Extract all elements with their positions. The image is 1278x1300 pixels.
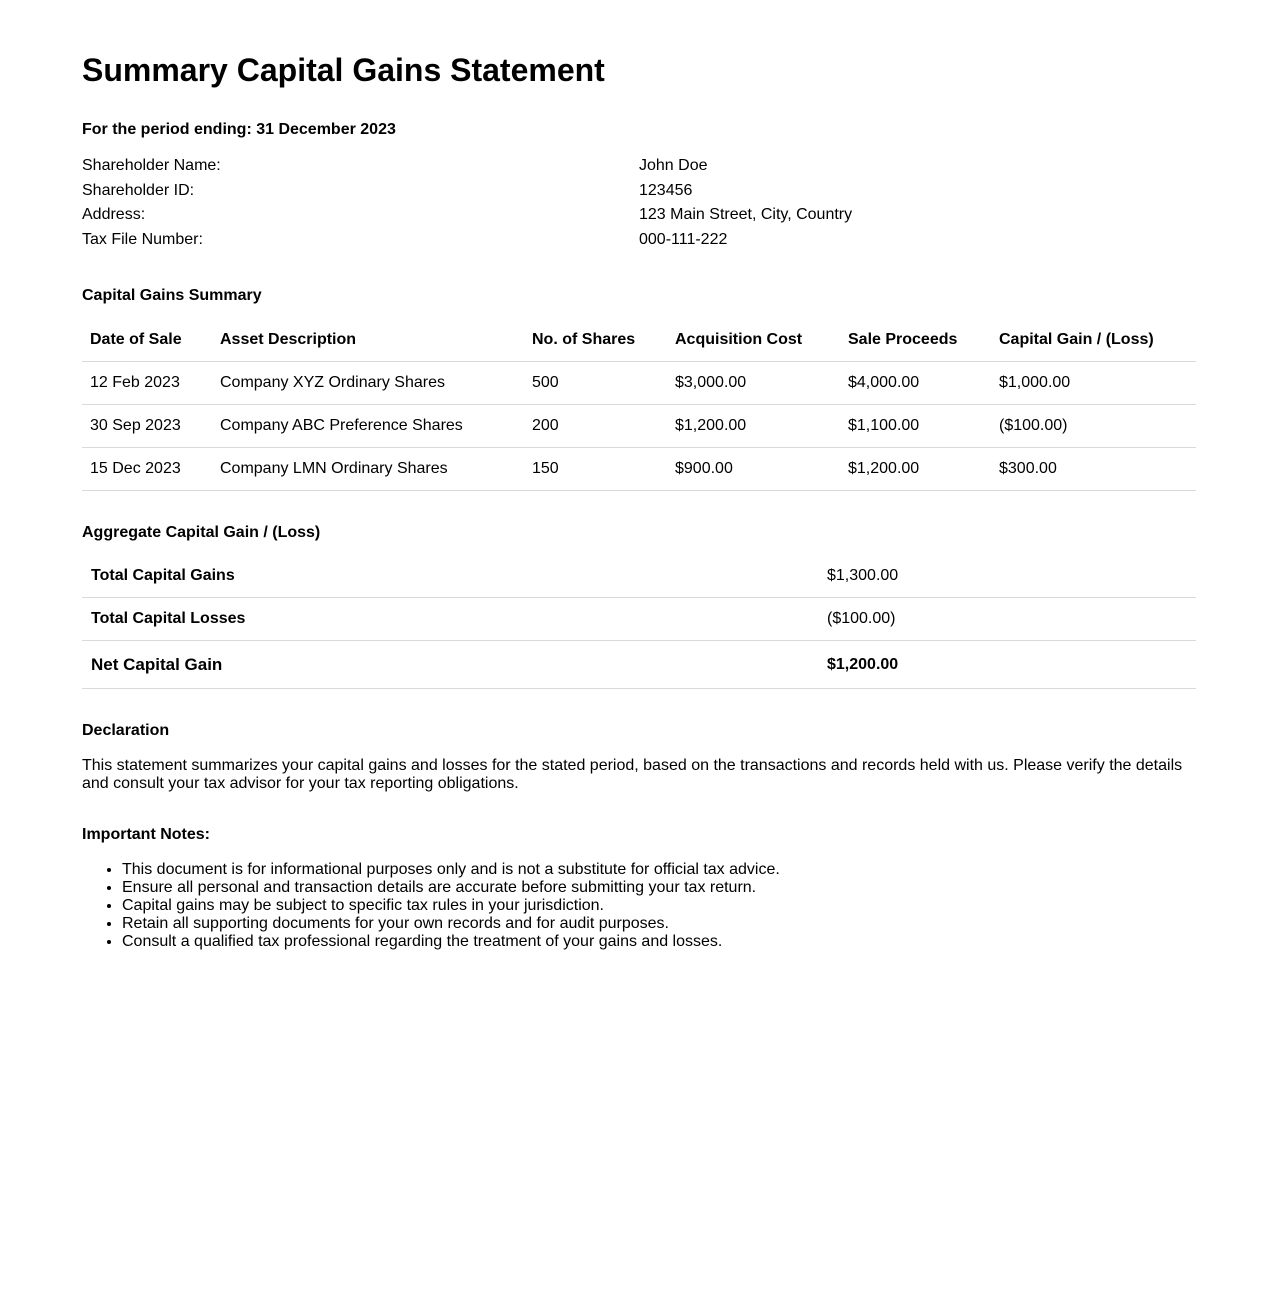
cell-acquisition-cost: $1,200.00 [667,405,840,448]
aggregate-table [82,555,1196,689]
cell-date: 30 Sep 2023 [82,405,212,448]
cell-date: 15 Dec 2023 [82,448,212,491]
column-header-asset: Asset Description [212,318,524,362]
shareholder-name-label: Shareholder Name: [82,157,221,174]
address-label: Address: [82,206,146,223]
tax-file-number-label: Tax File Number: [82,230,203,248]
cell-asset: Company ABC Preference Shares [212,405,524,448]
cell-gain-loss: ($100.00) [991,405,1196,448]
capital-gains-summary-title: Capital Gains Summary [82,287,262,304]
shareholder-id-value: 123456 [639,181,693,199]
column-header-sale-proceeds: Sale Proceeds [840,318,991,362]
net-gain-value: $1,200.00 [818,641,1196,689]
table-header-row [82,318,1196,362]
page-title: Summary Capital Gains Statement [82,52,605,88]
total-losses-value: ($100.00) [818,598,1196,641]
total-gains-row [82,555,1196,598]
important-notes-list [82,861,1196,951]
cell-acquisition-cost: $3,000.00 [667,362,840,405]
declaration-text: This statement summarizes your capital gains and losses for the stated period, based on the transactions and records held with us. Please verify the details and consult your tax advisor for your tax reporting obligations. [82,757,1183,792]
column-header-shares: No. of Shares [524,318,667,362]
cell-gain-loss: $1,000.00 [991,362,1196,405]
table-row [82,362,1196,405]
cell-gain-loss: $300.00 [991,448,1196,491]
list-item: • Consult a qualified tax professional regarding the treatment of your gains and losses. [122,933,1196,951]
total-losses-row [82,598,1196,641]
cell-shares: 500 [524,362,667,405]
column-header-date: Date of Sale [82,318,212,362]
cell-sale-proceeds: $4,000.00 [840,362,991,405]
aggregate-title: Aggregate Capital Gain / (Loss) [82,524,321,541]
shareholder-id-label: Shareholder ID: [82,181,195,199]
cell-asset: Company XYZ Ordinary Shares [212,362,524,405]
list-item: • Capital gains may be subject to specific tax rules in your jurisdiction. [122,897,1196,915]
important-notes-title: Important Notes: [82,826,210,843]
total-losses-label: Total Capital Losses [82,598,818,641]
column-header-gain-loss: Capital Gain / (Loss) [991,318,1196,362]
cell-shares: 200 [524,405,667,448]
total-gains-value: $1,300.00 [818,555,1196,598]
cell-asset: Company LMN Ordinary Shares [212,448,524,491]
tax-file-number-value: 000-111-222 [639,230,728,248]
cell-sale-proceeds: $1,200.00 [840,448,991,491]
table-row [82,448,1196,491]
address-value: 123 Main Street, City, Country [639,206,853,223]
cell-sale-proceeds: $1,100.00 [840,405,991,448]
list-item: • Ensure all personal and transaction details are accurate before submitting your tax return. [122,879,1196,897]
declaration-title: Declaration [82,722,170,739]
shareholder-name-value: John Doe [639,157,708,174]
net-gain-label: Net Capital Gain [82,641,818,689]
shareholder-info [82,154,1196,252]
column-header-acquisition-cost: Acquisition Cost [667,318,840,362]
list-item: • This document is for informational purposes only and is not a substitute for official tax advice. [122,861,1196,879]
cell-acquisition-cost: $900.00 [667,448,840,491]
cell-shares: 150 [524,448,667,491]
list-item: • Retain all supporting documents for your own records and for audit purposes. [122,915,1196,933]
total-gains-label: Total Capital Gains [82,555,818,598]
table-row [82,405,1196,448]
net-gain-row [82,641,1196,689]
period-ending: For the period ending: 31 December 2023 [82,121,396,138]
cell-date: 12 Feb 2023 [82,362,212,405]
capital-gains-table [82,318,1196,491]
